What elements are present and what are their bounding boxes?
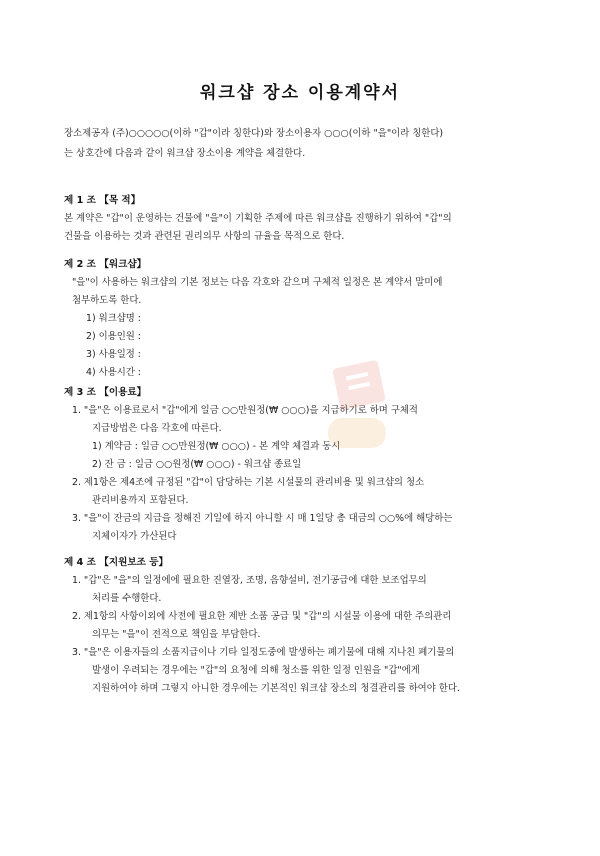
article-4-p3-line: 3. "을"은 이용자들의 소품지급이나 기타 일정도중에 발생하는 폐기물에 대해 지나친 폐기물의	[72, 647, 455, 658]
article-3-p3-line: 지체이자가 가산된다	[92, 531, 177, 542]
article-2	[64, 256, 544, 382]
article-4-p2-line: 의무는 "을"이 전적으로 책임을 부담한다.	[92, 629, 261, 640]
document-title: 워크샵 장소 이용계약서	[199, 83, 401, 103]
article-3-p1-item: 1) 계약금 : 일금 ○○만원정(₩ ○○○) - 본 계약 체결과 동시	[92, 441, 341, 452]
article-2-item: 2) 이용인원 :	[86, 331, 141, 342]
article-4-p3-line: 발생이 우려되는 경우에는 "갑"의 요청에 의해 청소를 위한 일정 인원을 "갑"에게	[92, 665, 420, 676]
article-1-line: 본 계약은 "갑"이 운영하는 건물에 "을"이 기획한 주제에 따른 워크샵을 진행하기 위하여 "갑"의	[64, 213, 452, 224]
article-4-p1-line: 1. "갑"은 "을"의 일정에에 필요한 진열장, 조명, 음향설비, 전기공급에 대한 보조업무의	[72, 575, 427, 586]
article-2-heading: 제 2 조 【워크샵】	[64, 259, 147, 270]
article-2-item: 4) 사용시간 :	[86, 367, 141, 378]
article-1-line: 건물을 이용하는 것과 관련된 권리의무 사항의 규율을 목적으로 한다.	[64, 231, 345, 242]
article-4-p1-line: 처리를 수행한다.	[92, 593, 162, 604]
article-3-p2-line: 관리비용까지 포함된다.	[92, 495, 189, 506]
intro-paragraph	[64, 124, 544, 164]
intro-line: 는 상호간에 다음과 같이 워크샵 장소이용 계약을 체결한다.	[64, 148, 306, 159]
article-4-p2-line: 2. 제1항의 사항이외에 사전에 필요한 제반 소품 공급 및 "갑"의 시설물 이용에 대한 주의관리	[72, 611, 452, 622]
article-3-heading: 제 3 조 【이용료】	[64, 387, 147, 398]
article-4	[64, 554, 544, 698]
article-2-item: 3) 사용일정 :	[86, 349, 141, 360]
article-3-p1-item: 2) 잔 금 : 일금 ○○원정(₩ ○○○) - 워크샵 종료일	[92, 459, 302, 470]
article-3-p1-line: 지급방법은 다음 각호에 따른다.	[92, 423, 222, 434]
article-2-item: 1) 워크샵명 :	[86, 313, 141, 324]
article-1-heading: 제 1 조 【목 적】	[64, 195, 141, 206]
article-2-line: 첨부하도록 한다.	[72, 295, 142, 306]
intro-line: 장소제공자 (주)○○○○○(이하 "갑"이라 칭한다)와 장소이용자 ○○○(이하 "을"이라 칭한다)	[64, 128, 444, 139]
article-3	[64, 384, 544, 546]
article-4-p3-line: 지원하여야 하며 그렇지 아니한 경우에는 기본적인 워크샵 장소의 청결관리를 하여야 한다.	[92, 683, 460, 694]
article-3-p2-line: 2. 제1항은 제4조에 규정된 "갑"이 담당하는 기본 시설물의 관리비용 및 워크샵의 청소	[72, 477, 425, 488]
article-1	[64, 192, 544, 246]
article-4-heading: 제 4 조 【지원보조 등】	[64, 557, 169, 568]
article-3-p1-line: 1. "을"은 이용료로서 "갑"에게 일금 ○○만원정(₩ ○○○)을 지급하기로 하며 구체적	[72, 405, 418, 416]
article-3-p3-line: 3. "을"이 잔금의 지급을 정해진 기일에 하지 아니할 시 매 1일당 총 대금의 ○○%에 해당하는	[72, 513, 453, 524]
article-2-line: "을"이 사용하는 워크샵의 기본 정보는 다음 각호와 같으며 구체적 일정은 본 계약서 말미에	[72, 277, 443, 288]
